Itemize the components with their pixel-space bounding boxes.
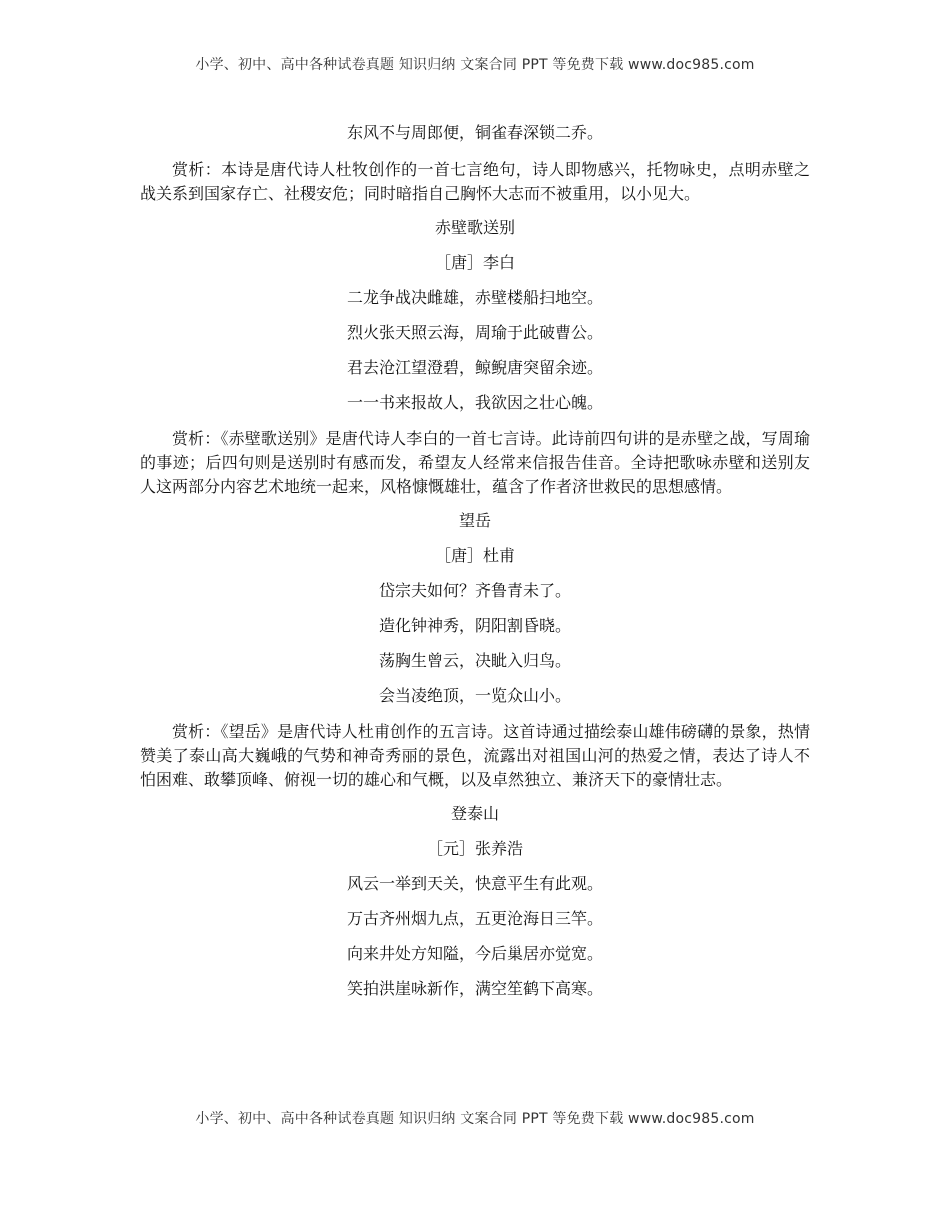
poem-appreciation: 赏析：《赤壁歌送别》是唐代诗人李白的一首七言诗。此诗前四句讲的是赤壁之战，写周瑜的事迹；后四句则是送别时有感而发，希望友人经常来信报告佳音。全诗把歌咏赤壁和送别友人这两部分内容艺术地统一起来，风格慷慨雄壮，蕴含了作者济世救民的思想感情。 [140, 429, 810, 496]
poem-line: 二龙争战决雌雄，赤壁楼船扫地空。 [346, 288, 603, 307]
poem-author: ［元］张养浩 [426, 839, 523, 858]
poem-line: 会当凌绝顶，一览众山小。 [378, 686, 571, 705]
poem-author: ［唐］杜甫 [434, 546, 515, 565]
poem-line: 笑拍洪崖咏新作，满空笙鹤下高寒。 [346, 979, 603, 998]
poem-appreciation: 赏析：《望岳》是唐代诗人杜甫创作的五言诗。这首诗通过描绘泰山雄伟磅礴的景象，热情赞美了泰山高大巍峨的气势和神奇秀丽的景色，流露出对祖国山河的热爱之情，表达了诗人不怕困难、敢攀顶峰、俯视一切的雄心和气概，以及卓然独立、兼济天下的豪情壮志。 [140, 722, 810, 789]
poem-line: 烈火张天照云海，周瑜于此破曹公。 [346, 323, 603, 342]
poem-line: 岱宗夫如何？齐鲁青未了。 [378, 581, 571, 600]
poem-line: 向来井处方知隘，今后巢居亦觉宽。 [346, 944, 603, 963]
poem-line: 造化钟神秀，阴阳割昏晓。 [378, 616, 571, 635]
poem-line: 万古齐州烟九点，五更沧海日三竿。 [346, 909, 603, 928]
poem-line: 荡胸生曾云，决眦入归鸟。 [378, 651, 571, 670]
page-header: 小学、初中、高中各种试卷真题 知识归纳 文案合同 PPT 等免费下载 www.doc985.com [195, 57, 755, 73]
poem-title: 赤壁歌送别 [434, 218, 515, 237]
poem-line: 君去沧江望澄碧，鲸鲵唐突留余迹。 [346, 358, 603, 377]
page-footer: 小学、初中、高中各种试卷真题 知识归纳 文案合同 PPT 等免费下载 www.doc985.com [195, 1111, 755, 1127]
poem-title: 登泰山 [450, 804, 499, 823]
poem-title: 望岳 [458, 511, 491, 530]
poem-appreciation: 赏析：本诗是唐代诗人杜牧创作的一首七言绝句，诗人即物感兴，托物咏史，点明赤壁之战关系到国家存亡、社稷安危；同时暗指自己胸怀大志而不被重用，以小见大。 [140, 160, 810, 203]
poem-line: 一一书来报故人，我欲因之壮心魄。 [346, 393, 603, 412]
document-body [140, 122, 810, 1013]
poem-line: 风云一举到天关，快意平生有此观。 [346, 874, 603, 893]
poem-line: 东风不与周郎便，铜雀春深锁二乔。 [346, 123, 603, 142]
poem-author: ［唐］李白 [434, 253, 515, 272]
